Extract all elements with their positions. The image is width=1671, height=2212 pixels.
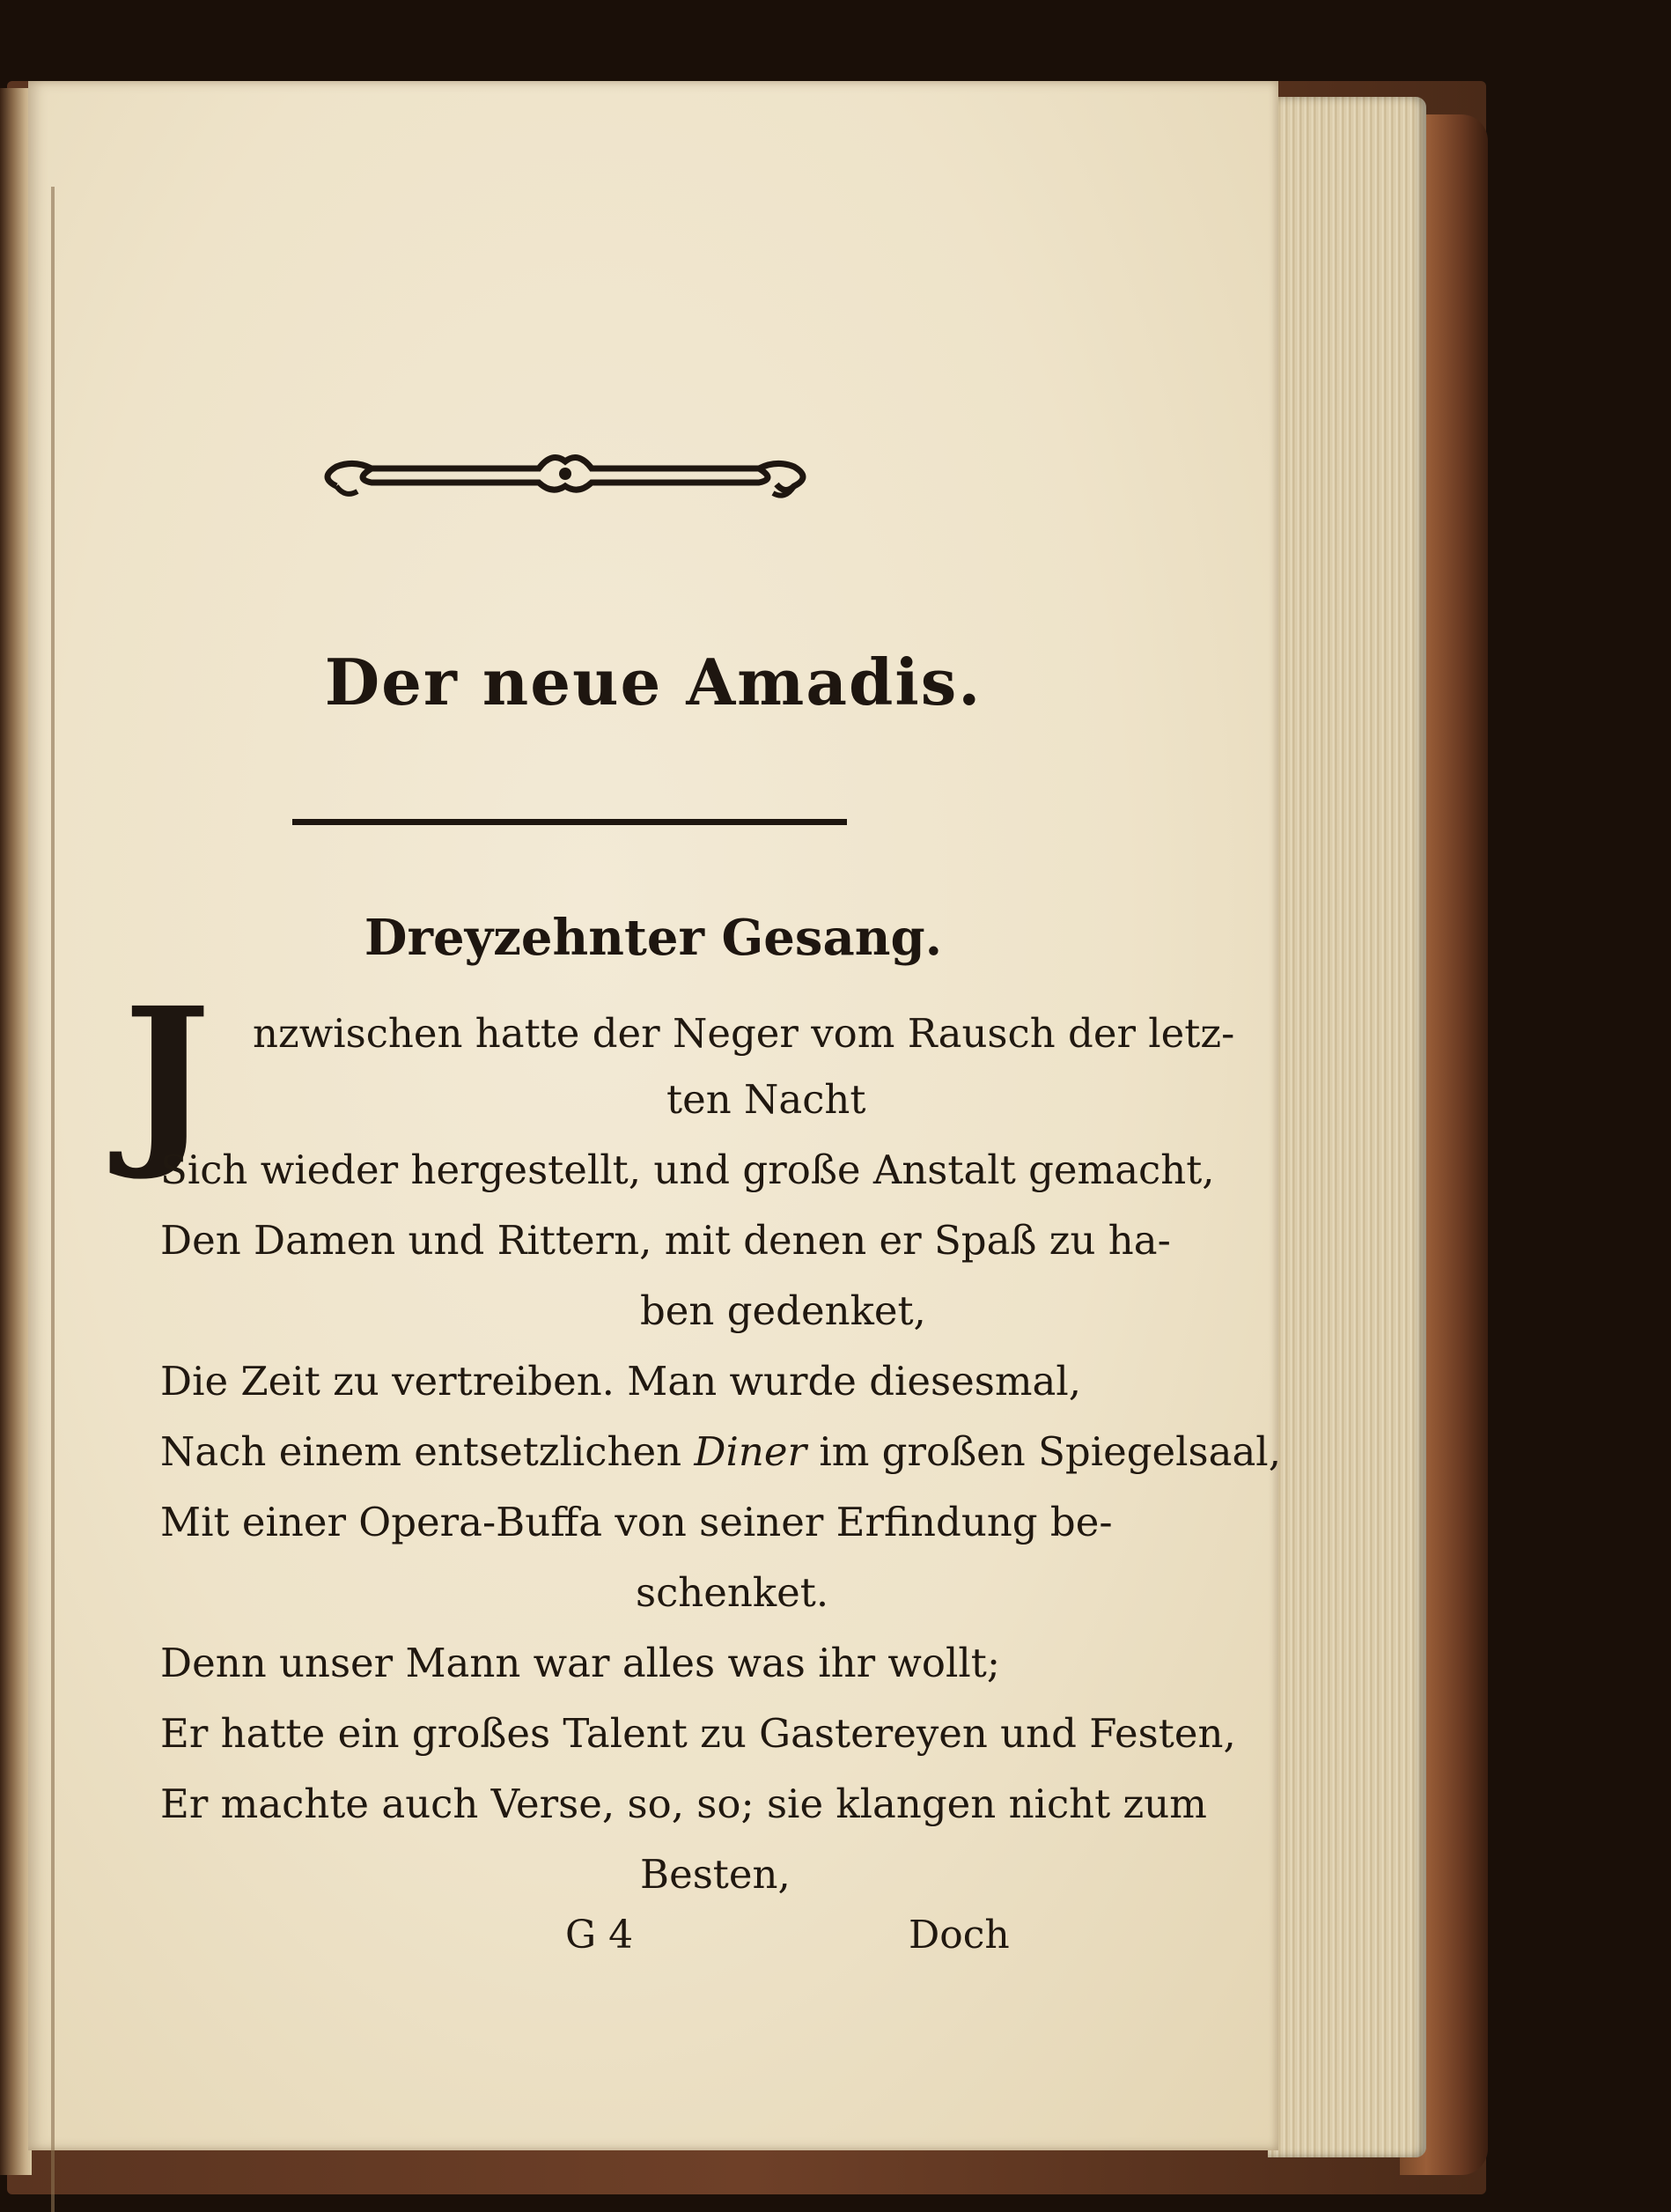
gutter-line (51, 187, 55, 2212)
text-line: Sich wieder hergestellt, und große Anstalt gemacht, (160, 1147, 1215, 1193)
text-run-italic: Diner (694, 1428, 807, 1475)
text-line: Mit einer Opera-Buffa von seiner Erfindung be- (160, 1499, 1113, 1545)
page-edges (1268, 97, 1426, 2157)
page-title: Der neue Amadis. (324, 645, 983, 719)
text-run: Nach einem entsetzlichen (160, 1428, 695, 1475)
text-line: Denn unser Mann war alles was ihr wollt; (160, 1640, 1001, 1686)
section-title: Dreyzehnter Gesang. (364, 909, 943, 967)
signature-mark: G 4 (565, 1913, 634, 1958)
text-line: Die Zeit zu vertreiben. Man wurde diesesmal, (160, 1358, 1082, 1405)
text-line: Besten, (640, 1851, 791, 1898)
catchword: Doch (909, 1913, 1010, 1958)
text-run: im großen Spiegelsaal, (806, 1428, 1282, 1475)
title-rule (292, 819, 847, 825)
text-line: Er hatte ein großes Talent zu Gastereyen und Festen, (160, 1710, 1236, 1757)
text-line: Den Damen und Rittern, mit denen er Spaß zu ha- (160, 1217, 1171, 1264)
text-line: nzwischen hatte der Neger vom Rausch der letz- (253, 1010, 1235, 1057)
book-page (28, 81, 1282, 2150)
text-line: Er machte auch Verse, so, so; sie klangen nicht zum (160, 1781, 1207, 1827)
left-page-edge (0, 88, 32, 2175)
text-line: schenket. (636, 1569, 829, 1616)
text-line: ben gedenket, (640, 1287, 926, 1334)
text-line: ten Nacht (666, 1076, 866, 1123)
text-line (160, 1428, 1282, 1475)
ornament-header (319, 442, 812, 512)
drop-cap: J (123, 967, 211, 1184)
